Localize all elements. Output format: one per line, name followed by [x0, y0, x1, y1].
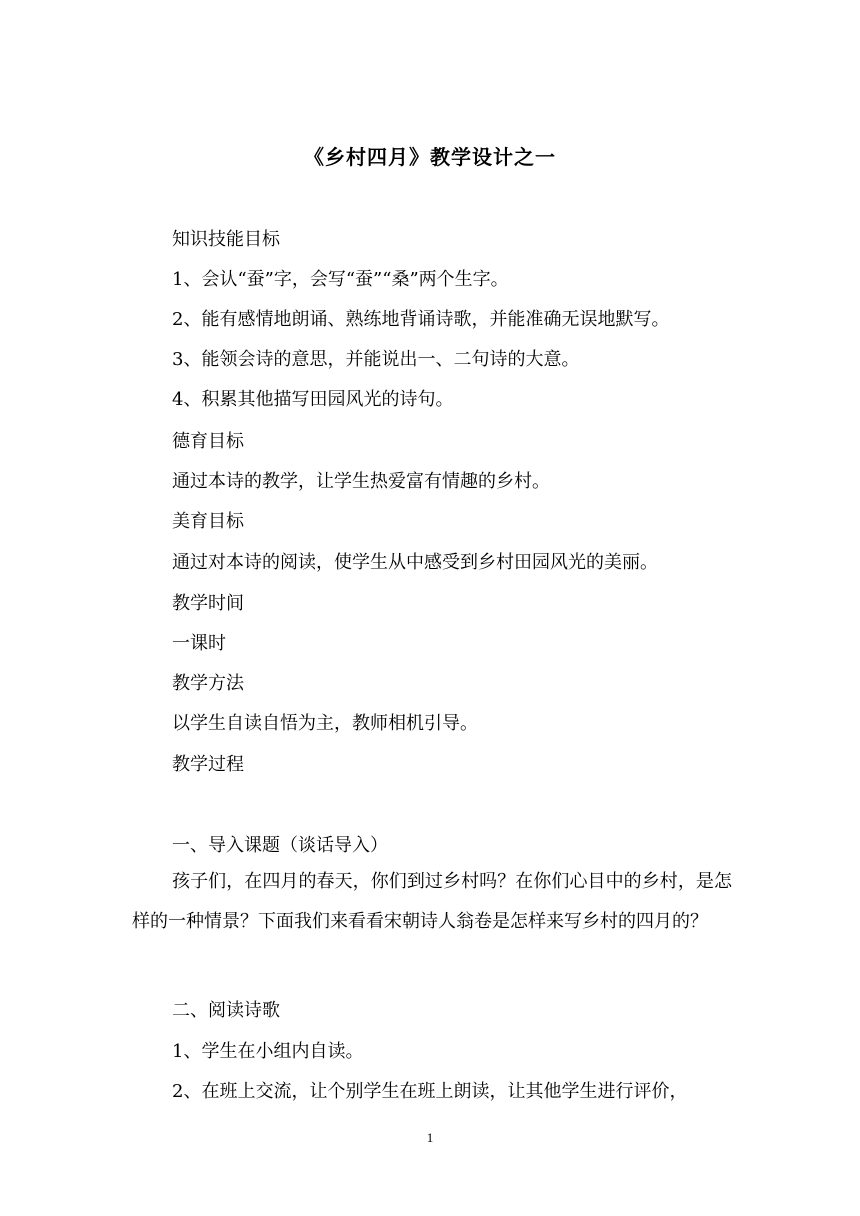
goal-item-4: 4、积累其他描写田园风光的诗句。	[172, 389, 454, 410]
goal-item-1: 1、会认“蚕”字，会写“蚕”“桑”两个生字。	[172, 269, 509, 290]
section-heading-teaching-time: 教学时间	[172, 593, 244, 614]
teaching-method-text: 以学生自读自悟为主，教师相机引导。	[172, 713, 478, 734]
goal-item-2: 2、能有感情地朗诵、熟练地背诵诗歌，并能准确无误地默写。	[172, 309, 670, 330]
page-number: 1	[426, 1130, 434, 1145]
teaching-time-text: 一课时	[172, 633, 226, 654]
section-heading-teaching-process: 教学过程	[172, 754, 244, 775]
section-heading-teaching-method: 教学方法	[172, 673, 244, 694]
section-heading-knowledge-goals: 知识技能目标	[172, 229, 280, 250]
step-heading-introduction: 一、导入课题（谈话导入）	[172, 835, 388, 856]
document-title: 《乡村四月》教学设计之一	[304, 145, 556, 169]
introduction-paragraph: 孩子们，在四月的春天，你们到过乡村吗？在你们心目中的乡村，是怎样的一种情景？下面我们来看看宋朝诗人翁卷是怎样来写乡村的四月的？	[132, 871, 732, 932]
aesthetic-goal-text: 通过对本诗的阅读，使学生从中感受到乡村田园风光的美丽。	[172, 552, 658, 573]
goal-item-3: 3、能领会诗的意思，并能说出一、二句诗的大意。	[172, 349, 580, 370]
reading-step-2: 2、在班上交流，让个别学生在班上朗读，让其他学生进行评价，	[172, 1081, 688, 1102]
moral-goal-text: 通过本诗的教学，让学生热爱富有情趣的乡村。	[172, 471, 550, 492]
section-heading-moral-goals: 德育目标	[172, 431, 244, 452]
section-heading-aesthetic-goals: 美育目标	[172, 511, 244, 532]
step-heading-reading: 二、阅读诗歌	[172, 1000, 280, 1021]
reading-step-1: 1、学生在小组内自读。	[172, 1041, 364, 1062]
